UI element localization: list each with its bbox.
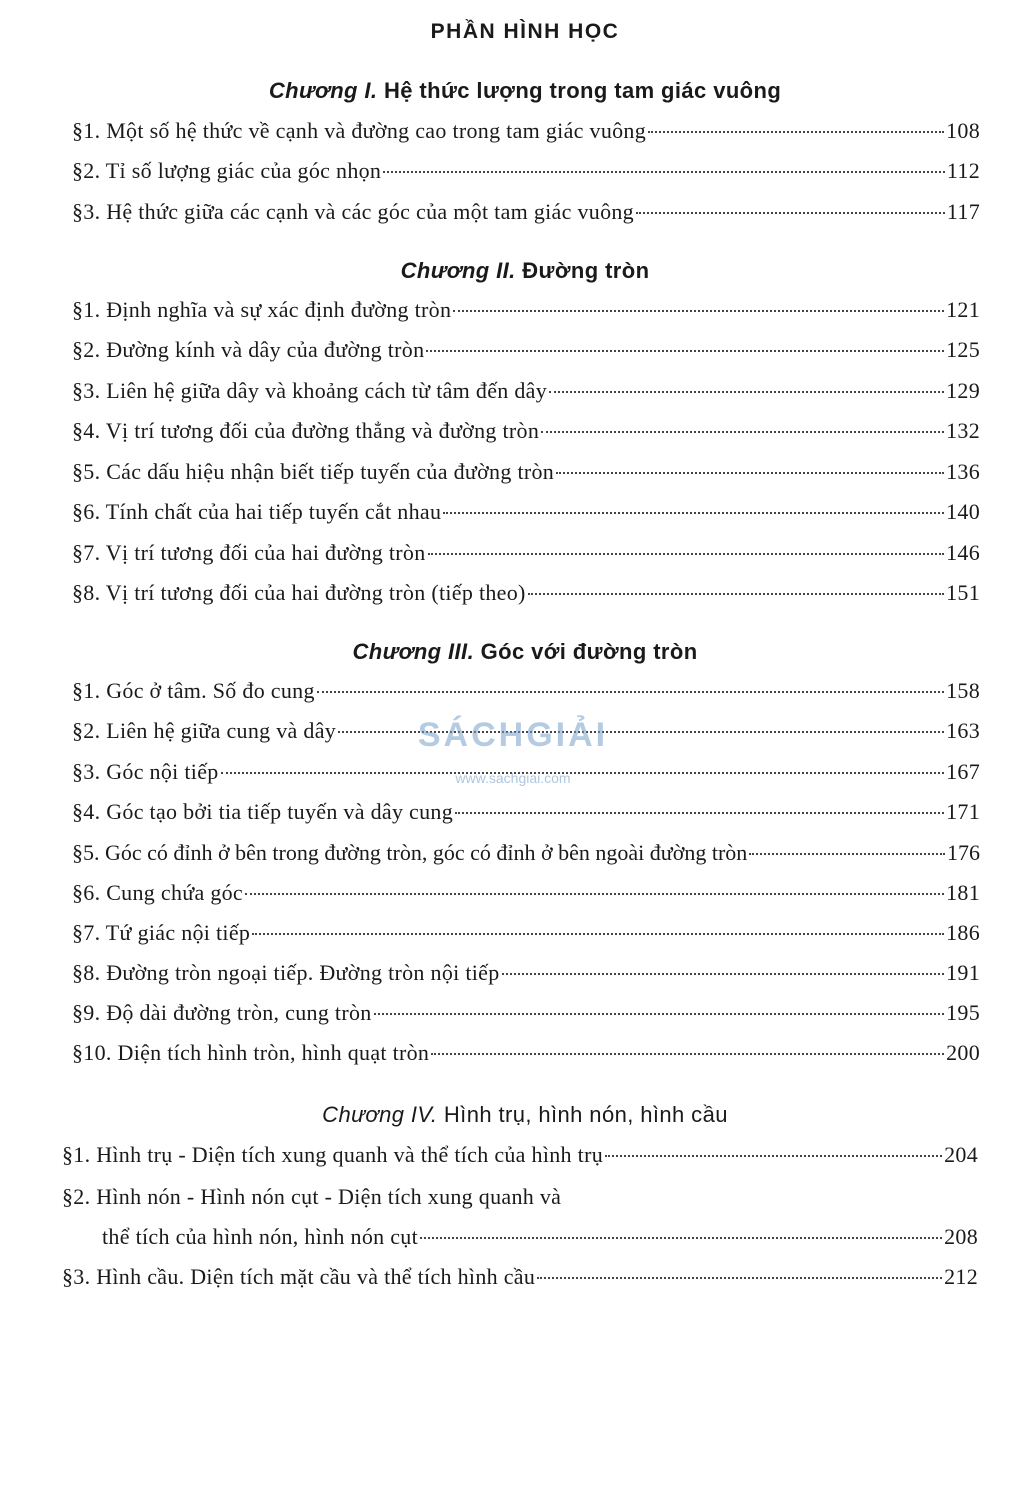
- chapter-4-heading: [0, 1102, 1024, 1128]
- watermark-url: www.sachgiai.com: [455, 770, 571, 786]
- leader-dots: [420, 1236, 942, 1239]
- page-number: 167: [946, 759, 980, 784]
- toc-entry[interactable]: [72, 678, 980, 708]
- toc-entry[interactable]: [72, 297, 980, 327]
- leader-dots: [317, 690, 944, 693]
- leader-dots: [556, 471, 944, 474]
- leader-dots: [426, 349, 944, 352]
- leader-dots: [648, 130, 944, 133]
- page-number: 176: [947, 840, 980, 865]
- toc-entry[interactable]: [102, 1224, 978, 1254]
- chapter-2-heading: [0, 258, 1024, 284]
- page-number: 125: [946, 337, 980, 362]
- entry-title: §3. Góc nội tiếp: [72, 759, 219, 784]
- chapter-3-heading: [0, 639, 1024, 665]
- leader-dots: [443, 511, 944, 514]
- page-number: 212: [944, 1264, 978, 1289]
- entry-title: §2. Liên hệ giữa cung và dây: [72, 718, 337, 743]
- page-number: 136: [946, 459, 980, 484]
- entry-title: §3. Hệ thức giữa các cạnh và các góc của một tam giác vuông: [72, 199, 634, 224]
- chapter-label: Chương IV.: [322, 1102, 438, 1127]
- leader-dots: [541, 430, 944, 433]
- leader-dots: [749, 852, 945, 855]
- page-number: 186: [946, 920, 980, 945]
- entry-title: §5. Các dấu hiệu nhận biết tiếp tuyến của đường tròn: [72, 459, 555, 484]
- page-number: 108: [946, 118, 980, 143]
- entry-title: §8. Vị trí tương đối của hai đường tròn (tiếp theo): [72, 580, 526, 605]
- page-number: 117: [946, 199, 980, 224]
- leader-dots: [528, 592, 944, 595]
- entry-title: §9. Độ dài đường tròn, cung tròn: [72, 1000, 372, 1025]
- entry-title: §5. Góc có đỉnh ở bên trong đường tròn, góc có đỉnh ở bên ngoài đường tròn: [72, 840, 748, 865]
- leader-dots: [453, 309, 944, 312]
- page-number: 204: [944, 1142, 978, 1167]
- page-number: 208: [944, 1224, 978, 1249]
- toc-entry[interactable]: [72, 880, 980, 910]
- leader-dots: [605, 1154, 942, 1157]
- toc-entry[interactable]: [62, 1264, 978, 1294]
- page-number: 140: [946, 499, 980, 524]
- entry-title: §4. Vị trí tương đối của đường thẳng và đường tròn: [72, 418, 540, 443]
- leader-dots: [383, 170, 945, 173]
- entry-title: §1. Góc ở tâm. Số đo cung: [72, 678, 315, 703]
- entry-title: §3. Hình cầu. Diện tích mặt cầu và thể tích hình cầu: [62, 1264, 536, 1289]
- entry-title: §7. Vị trí tương đối của hai đường tròn: [72, 540, 426, 565]
- page-number: 129: [946, 378, 980, 403]
- toc-entry[interactable]: [72, 418, 980, 448]
- page-number: 191: [946, 960, 980, 985]
- leader-dots: [252, 932, 944, 935]
- toc-entry[interactable]: [72, 920, 980, 950]
- leader-dots: [455, 811, 944, 814]
- page-number: 151: [946, 580, 980, 605]
- chapter-title: Hệ thức lượng trong tam giác vuông: [383, 78, 782, 103]
- toc-entry[interactable]: [72, 840, 980, 870]
- chapter-label: Chương I.: [268, 78, 378, 103]
- entry-title: §2. Tỉ số lượng giác của góc nhọn: [72, 158, 382, 183]
- leader-dots: [428, 552, 945, 555]
- toc-entry[interactable]: [72, 540, 980, 570]
- toc-entry[interactable]: [72, 799, 980, 829]
- toc-entry[interactable]: [72, 759, 980, 789]
- chapter-label: Chương III.: [352, 639, 475, 664]
- page-number: 171: [946, 799, 980, 824]
- toc-entry[interactable]: [72, 960, 980, 990]
- entry-title: §1. Hình trụ - Diện tích xung quanh và thể tích của hình trụ: [62, 1142, 603, 1167]
- toc-entry[interactable]: [72, 459, 980, 489]
- entry-title: §3. Liên hệ giữa dây và khoảng cách từ tâm đến dây: [72, 378, 548, 403]
- chapter-label: Chương II.: [400, 258, 516, 283]
- toc-entry[interactable]: [72, 378, 980, 408]
- chapter-title: Đường tròn: [522, 258, 650, 283]
- page-number: 158: [946, 678, 980, 703]
- toc-entry[interactable]: [72, 580, 980, 610]
- toc-entry[interactable]: [72, 718, 980, 748]
- leader-dots: [549, 390, 944, 393]
- leader-dots: [537, 1276, 942, 1279]
- chapter-title: Hình trụ, hình nón, hình cầu: [443, 1102, 728, 1127]
- entry-title: §4. Góc tạo bởi tia tiếp tuyến và dây cung: [72, 799, 454, 824]
- toc-entry[interactable]: [72, 199, 980, 229]
- page-number: 121: [946, 297, 980, 322]
- page-number: 200: [946, 1040, 980, 1065]
- entry-title: §6. Cung chứa góc: [72, 880, 243, 905]
- leader-dots: [502, 972, 945, 975]
- entry-title: §1. Định nghĩa và sự xác định đường tròn: [72, 297, 452, 322]
- leader-dots: [338, 730, 944, 733]
- page-number: 181: [946, 880, 980, 905]
- toc-entry[interactable]: [72, 337, 980, 367]
- toc-entry[interactable]: [72, 118, 980, 148]
- page-number: 195: [946, 1000, 980, 1025]
- entry-title: §7. Tứ giác nội tiếp: [72, 920, 251, 945]
- page-number: 132: [946, 418, 980, 443]
- entry-title: §2. Đường kính và dây của đường tròn: [72, 337, 425, 362]
- entry-title: §1. Một số hệ thức về cạnh và đường cao trong tam giác vuông: [72, 118, 647, 143]
- leader-dots: [431, 1052, 944, 1055]
- watermark-brand: SÁCHGIẢI: [417, 716, 609, 754]
- toc-entry[interactable]: [72, 158, 980, 188]
- chapter-1-heading: [0, 78, 1024, 104]
- toc-entry[interactable]: [72, 499, 980, 529]
- leader-dots: [221, 771, 945, 774]
- leader-dots: [636, 211, 945, 214]
- entry-title: §6. Tính chất của hai tiếp tuyến cắt nhau: [72, 499, 442, 524]
- page-number: 146: [946, 540, 980, 565]
- entry-title-line-1[interactable]: §2. Hình nón - Hình nón cụt - Diện tích xung quanh và: [62, 1184, 562, 1209]
- page-number: 163: [946, 718, 980, 743]
- page-number: 112: [946, 158, 980, 183]
- chapter-title: Góc với đường tròn: [480, 639, 698, 664]
- leader-dots: [374, 1012, 945, 1015]
- entry-title-line-2: thể tích của hình nón, hình nón cụt: [102, 1224, 418, 1249]
- toc-entry[interactable]: [72, 1040, 980, 1070]
- toc-entry[interactable]: [72, 1000, 980, 1030]
- entry-title: §10. Diện tích hình tròn, hình quạt tròn: [72, 1040, 430, 1065]
- entry-title: §8. Đường tròn ngoại tiếp. Đường tròn nội tiếp: [72, 960, 500, 985]
- part-title: PHẦN HÌNH HỌC: [430, 20, 620, 43]
- leader-dots: [245, 892, 944, 895]
- toc-entry[interactable]: [62, 1142, 978, 1172]
